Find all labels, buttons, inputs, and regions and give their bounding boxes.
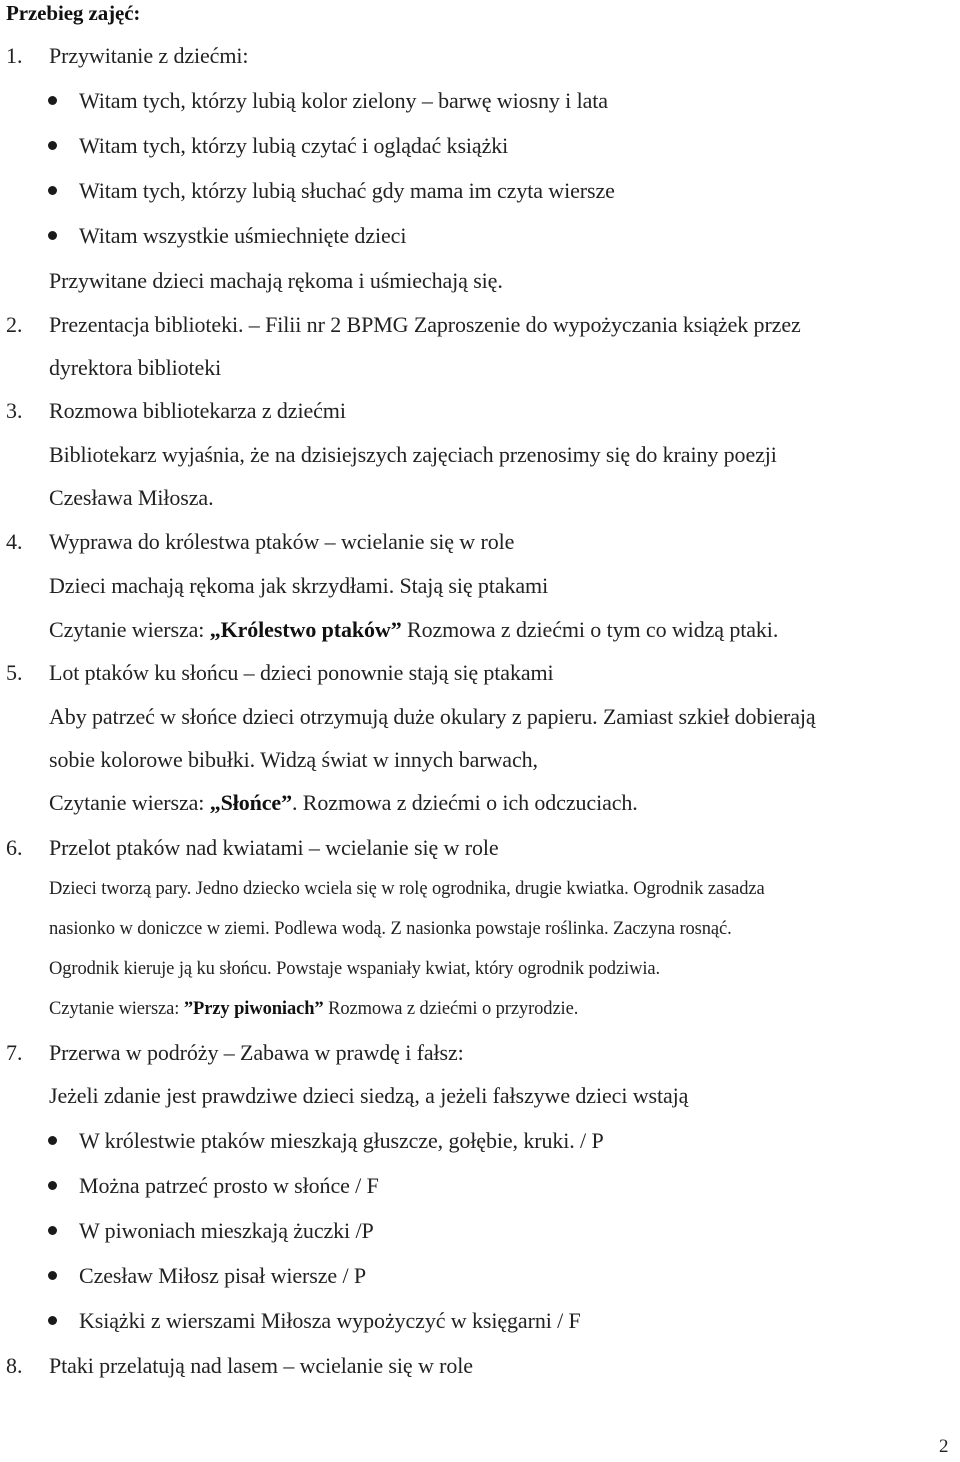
item-number-5: 5. [6,660,23,685]
list-item: W królestwie ptaków mieszkają głuszcze, gołębie, kruki. / P [79,1128,604,1153]
item-2-title: Prezentacja biblioteki. – Filii nr 2 BPMG Zaproszenie do wypożyczania książek przez [49,312,801,337]
page-number: 2 [939,1436,949,1457]
bullet-icon [48,231,57,240]
list-item: Czesław Miłosz pisał wiersze / P [79,1263,367,1288]
poem-title: ”Przy piwoniach” [183,999,324,1019]
bullet-icon [48,1316,57,1325]
paragraph-line [49,1000,578,1019]
list-item: Witam tych, którzy lubią kolor zielony – barwę wiosny i lata [79,88,608,113]
item-3-title: Rozmowa bibliotekarza z dziećmi [49,398,346,423]
poem-title: „Królestwo ptaków” [209,617,402,642]
list-item: Witam wszystkie uśmiechnięte dzieci [79,223,407,248]
item-5-title: Lot ptaków ku słońcu – dzieci ponownie stają się ptakami [49,660,554,685]
item-number-3: 3. [6,398,23,423]
item-number-8: 8. [6,1353,23,1378]
paragraph-line [49,792,638,814]
text-run: Czytanie wiersza: [49,999,184,1019]
paragraph-line: Bibliotekarz wyjaśnia, że na dzisiejszych zajęciach przenosimy się do krainy poezji [49,442,777,467]
list-item: W piwoniach mieszkają żuczki /P [79,1218,374,1243]
item-8-title: Ptaki przelatują nad lasem – wcielanie się w role [49,1353,473,1378]
item-6-title: Przelot ptaków nad kwiatami – wcielanie się w role [49,835,499,860]
list-item: Witam tych, którzy lubią czytać i oglądać książki [79,133,509,158]
bullet-icon [48,96,57,105]
item-number-6: 6. [6,835,23,860]
text-run: Rozmowa z dziećmi o przyrodzie. [323,999,579,1019]
paragraph-line: Przywitane dzieci machają rękoma i uśmiechają się. [49,268,503,293]
bullet-icon [48,1181,57,1190]
item-number-1: 1. [6,43,23,68]
list-item: Książki z wierszami Miłosza wypożyczyć w księgarni / F [79,1308,581,1333]
paragraph-line: Jeżeli zdanie jest prawdziwe dzieci siedzą, a jeżeli fałszywe dzieci wstają [49,1083,689,1108]
item-7-title: Przerwa w podróży – Zabawa w prawdę i fałsz: [49,1040,464,1065]
paragraph-line: dyrektora biblioteki [49,355,222,380]
item-number-2: 2. [6,312,23,337]
item-number-7: 7. [6,1040,23,1065]
list-item: Można patrzeć prosto w słońce / F [79,1173,379,1198]
bullet-icon [48,186,57,195]
text-run: Czytanie wiersza: [49,790,210,815]
poem-title: „Słońce” [209,790,292,815]
text-run: Czytanie wiersza: [49,617,210,642]
paragraph-line: nasionko w doniczce w ziemi. Podlewa wodą. Z nasionka powstaje roślinka. Zaczyna rosnąć. [49,919,732,939]
paragraph-line: sobie kolorowe bibułki. Widzą świat w innych barwach, [49,747,538,772]
paragraph-line: Czesława Miłosza. [49,485,214,510]
item-1-title: Przywitanie z dziećmi: [49,43,249,68]
list-item: Witam tych, którzy lubią słuchać gdy mama im czyta wiersze [79,178,615,203]
paragraph-line: Ogrodnik kieruje ją ku słońcu. Powstaje wspaniały kwiat, który ogrodnik podziwia. [49,959,661,979]
item-number-4: 4. [6,529,23,554]
bullet-icon [48,141,57,150]
bullet-icon [48,1271,57,1280]
paragraph-line: Dzieci tworzą pary. Jedno dziecko wciela się w rolę ogrodnika, drugie kwiatka. Ogrodnik zasadza [49,879,765,899]
text-run: Rozmowa z dziećmi o tym co widzą ptaki. [401,617,779,642]
bullet-icon [48,1226,57,1235]
paragraph-line: Aby patrzeć w słońce dzieci otrzymują duże okulary z papieru. Zamiast szkieł dobierają [49,704,816,729]
bullet-icon [48,1136,57,1145]
paragraph-line: Dzieci machają rękoma jak skrzydłami. Stają się ptakami [49,573,549,598]
item-4-title: Wyprawa do królestwa ptaków – wcielanie się w role [49,529,515,554]
paragraph-line [49,619,778,641]
section-heading: Przebieg zajęć: [6,1,141,25]
text-run: . Rozmowa z dziećmi o ich odczuciach. [292,790,638,815]
